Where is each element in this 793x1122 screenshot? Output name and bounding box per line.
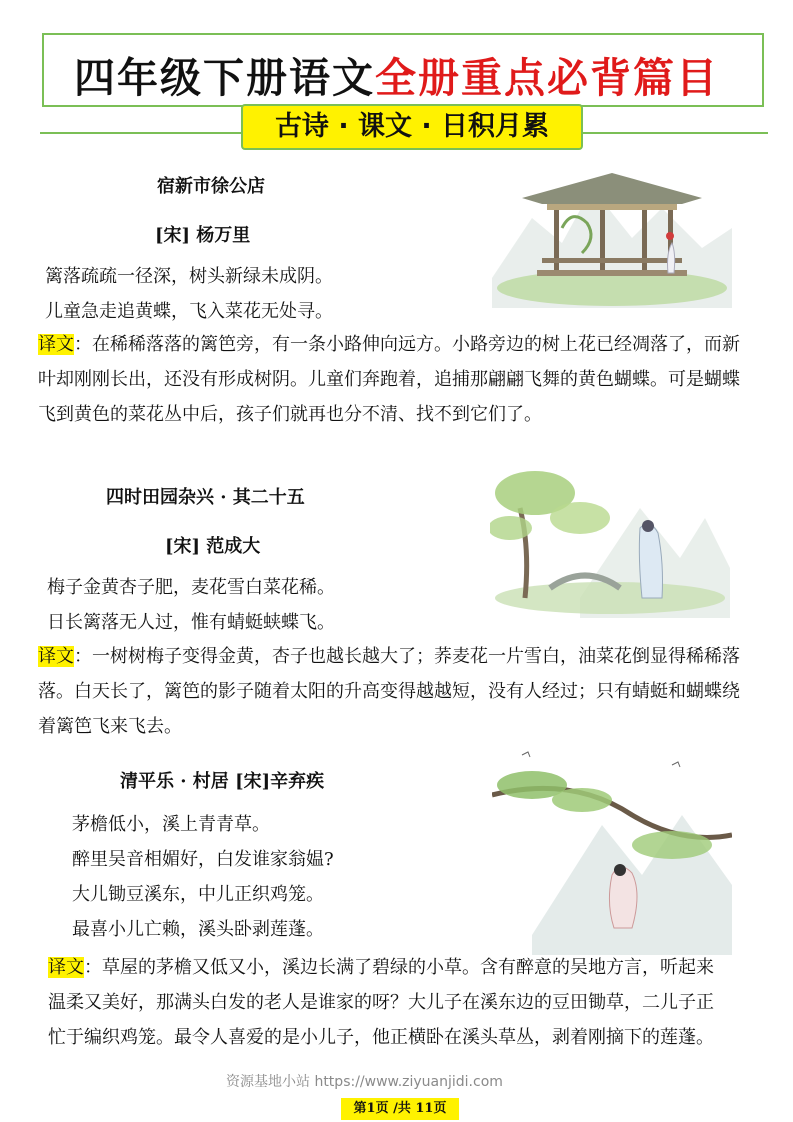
poem1-title: 宿新市徐公店	[157, 176, 265, 197]
poem2-translation	[38, 639, 746, 744]
poem1-line1: 篱落疏疏一径深，树头新绿未成阴。	[45, 266, 333, 287]
poem3-translation	[48, 950, 716, 1055]
tree-bridge-illustration	[490, 448, 730, 618]
branch-figure-illustration	[492, 735, 732, 955]
poem3-line4: 最喜小儿亡赖，溪头卧剥莲蓬。	[72, 919, 324, 940]
title-black-part: 四年级下册语文	[74, 54, 375, 102]
poem3-line1: 茅檐低小，溪上青青草。	[72, 814, 270, 835]
poem1-translation	[38, 327, 746, 432]
poem1-line2: 儿童急走追黄蝶，飞入菜花无处寻。	[45, 301, 333, 322]
title-red-part: 全册重点必背篇目	[375, 54, 719, 102]
page-title	[0, 45, 793, 104]
poem1-translation-text: ：在稀稀落落的篱笆旁，有一条小路伸向远方。小路旁边的树上花已经凋落了，而新叶却刚刚长出，还没有形成树阴。儿童们奔跑着，追捕那翩翩飞舞的黄色蝴蝶。可是蝴蝶飞到黄色的菜花丛中后，孩子们就再也分不清、找不到它们了。	[38, 334, 740, 425]
poem3-line2: 醉里吴音相媚好，白发谁家翁媪?	[72, 849, 334, 870]
poem2-translation-text: ：一树树梅子变得金黄，杏子也越长越大了；荞麦花一片雪白，油菜花倒显得稀稀落落。白天长了，篱笆的影子随着太阳的升高变得越越短，没有人经过；只有蜻蜓和蝴蝶绕着篱笆飞来飞去。	[38, 646, 740, 737]
poem1-author: [宋] 杨万里	[155, 225, 251, 246]
poem3-line3: 大儿锄豆溪东，中儿正织鸡笼。	[72, 884, 324, 905]
poem3-translation-label: 译文	[48, 957, 84, 978]
poem2-title: 四时田园杂兴 · 其二十五	[106, 487, 305, 508]
poem2-line1: 梅子金黄杏子肥，麦花雪白菜花稀。	[47, 577, 335, 598]
poem2-line2: 日长篱落无人过，惟有蜻蜓蛱蝶飞。	[47, 612, 335, 633]
poem1-translation-label: 译文	[38, 334, 74, 355]
watermark: 资源基地小站 https://www.ziyuanjidi.com	[226, 1074, 503, 1090]
subtitle-badge: 古诗 · 课文 · 日积月累	[241, 104, 583, 150]
poem2-author: [宋] 范成大	[165, 536, 261, 557]
pavilion-illustration	[492, 148, 732, 308]
poem2-translation-label: 译文	[38, 646, 74, 667]
page-number: 第1页 /共 11页	[341, 1098, 459, 1120]
poem3-translation-text: ：草屋的茅檐又低又小，溪边长满了碧绿的小草。含有醉意的吴地方言，听起来温柔又美好，那满头白发的老人是谁家的呀？大儿子在溪东边的豆田锄草，二儿子正忙于编织鸡笼。最令人喜爱的是小儿子，他正横卧在溪头草丛，剥着刚摘下的莲蓬。	[48, 957, 714, 1048]
poem3-title: 清平乐 · 村居 [宋]辛弃疾	[120, 771, 325, 792]
